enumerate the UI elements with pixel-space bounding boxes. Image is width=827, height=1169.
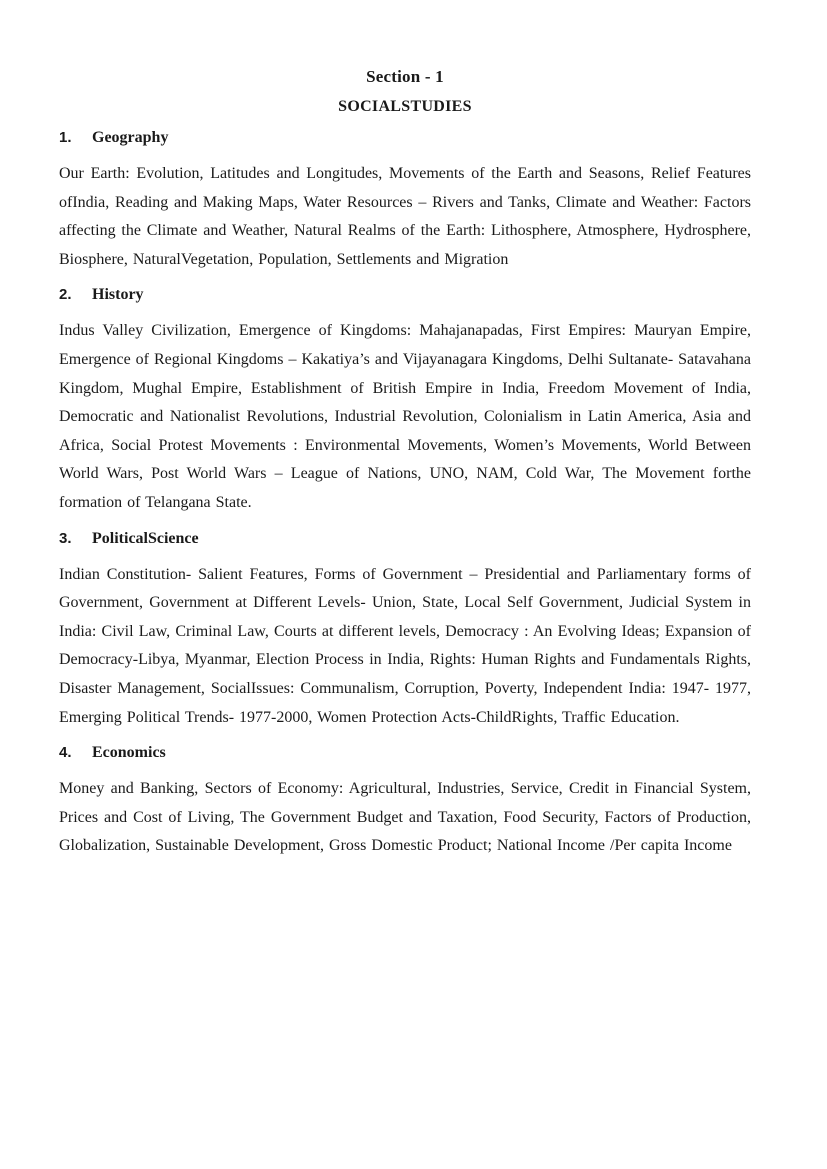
section-number: 2. <box>59 286 72 304</box>
section-heading <box>59 744 751 762</box>
section-body-text: Indian Constitution- Salient Features, Forms of Government – Presidential and Parliamentary forms of Government, Government at Different Levels- Union, State, Local Self Government, Judicial System in India: Civil Law, Criminal Law, Courts at different levels, Democracy : An Evolving Ideas; Expansion of Democracy-Libya, Myanmar, Election Process in India, Rights: Human Rights and Fundamentals Rights, Disaster Management, SocialIssues: Communalism, Corruption, Poverty, Independent India: 1947- 1977, Emerging Political Trends- 1977-2000, Women Protection Acts-ChildRights, Traffic Education. <box>59 565 751 726</box>
section-heading-label: Geography <box>92 129 169 146</box>
section-heading-label: PoliticalScience <box>92 529 199 547</box>
section-heading <box>59 286 751 304</box>
section-number: 3. <box>59 529 72 547</box>
section-body-text: Our Earth: Evolution, Latitudes and Longitudes, Movements of the Earth and Seasons, Relief Features ofIndia, Reading and Making Maps, Water Resources – Rivers and Tanks, Climate and Weather: Factors affecting the Climate and Weather, Natural Realms of the Earth: Lithosphere, Atmosphere, Hydrosphere, Biosphere, NaturalVegetation, Population, Settlements and Migration <box>59 165 751 268</box>
section-body-text: Indus Valley Civilization, Emergence of Kingdoms: Mahajanapadas, First Empires: Mauryan Empire, Emergence of Regional Kingdoms – Kakatiya’s and Vijayanagara Kingdoms, Delhi Sultanate- Satavahana Kingdom, Mughal Empire, Establishment of British Empire in India, Freedom Movement of India, Democratic and Nationalist Revolutions, Industrial Revolution, Colonialism in Latin America, Asia and Africa, Social Protest Movements : Environmental Movements, Women’s Movements, World Between World Wars, Post World Wars – League of Nations, UNO, NAM, Cold War, The Movement forthe formation of Telangana State. <box>59 322 751 511</box>
section-body-text: Money and Banking, Sectors of Economy: Agricultural, Industries, Service, Credit in Financial System, Prices and Cost of Living, The Government Budget and Taxation, Food Security, Factors of Production, Globalization, Sustainable Development, Gross Domestic Product; National Income /Per capita Income <box>59 780 751 855</box>
section-title: Section - 1 <box>366 67 444 86</box>
section-economics <box>59 744 751 861</box>
section-geography <box>59 129 751 274</box>
section-history <box>59 286 751 517</box>
section-number: 4. <box>59 744 72 762</box>
section-political-science <box>59 530 751 733</box>
subject-title: SOCIALSTUDIES <box>338 98 472 115</box>
section-heading-label: Economics <box>92 744 166 762</box>
section-heading <box>59 129 751 147</box>
section-heading-label: History <box>92 286 144 304</box>
section-heading <box>59 530 751 548</box>
section-number: 1. <box>59 129 72 146</box>
